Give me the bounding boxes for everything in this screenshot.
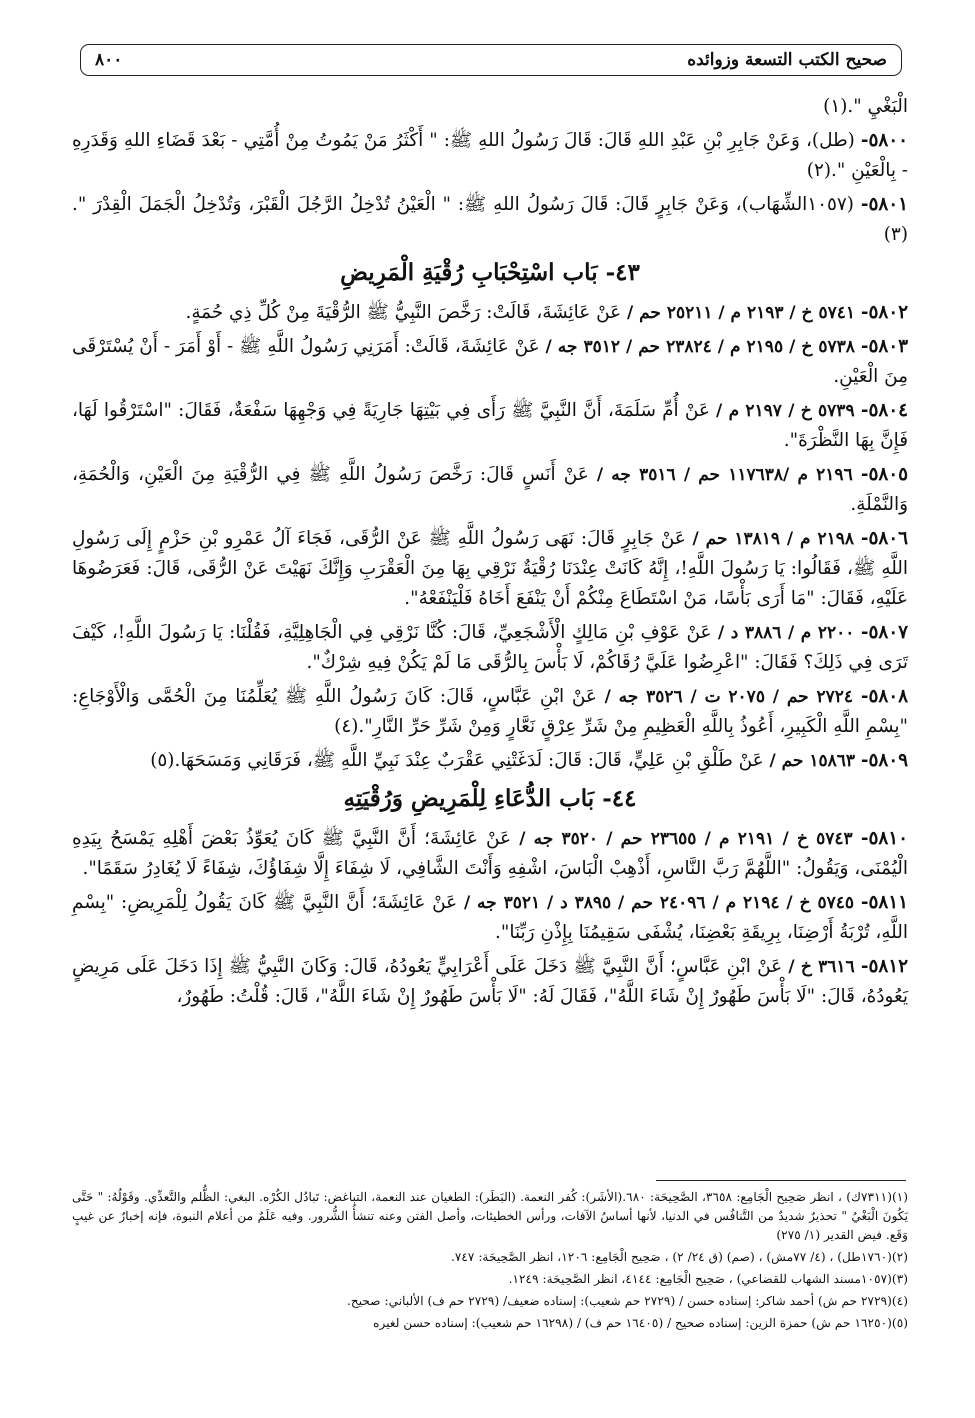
hadith-paragraph — [72, 746, 908, 776]
footnote-divider — [656, 1180, 906, 1181]
hadith-paragraph — [72, 332, 908, 392]
hadith-paragraph — [72, 460, 908, 520]
hadith-paragraph — [72, 298, 908, 328]
hadith-reference: ٣٦١٦ خ / — [788, 957, 855, 977]
hadith-number: ٥٨١٢- — [860, 956, 908, 977]
hadith-reference: ٥٧٤١ خ / ٢١٩٣ م / ٢٥٢١١ حم / — [626, 303, 855, 323]
hadith-text: عَنْ عَائِشَةَ؛ أَنَّ النَّبِيَّ ﷺ كَانَ يَقُولُ لِلْمَرِيضِ: "بِسْمِ اللَّهِ، تُرْبَةُ أَرْضِنَا، بِرِيقَةِ بَعْضِنَا، يُشْفَى سَقِيمُنَا بِإِذْنِ رَبِّنَا". — [72, 892, 908, 943]
hadith-paragraph — [72, 190, 908, 250]
hadith-text: الْبَغْيِ ".(١) — [823, 96, 908, 117]
hadith-paragraph — [72, 824, 908, 884]
page-header — [80, 44, 902, 76]
hadith-number: ٥٨٠٨- — [860, 686, 908, 707]
hadith-reference: ٥٧٤٥ خ / ٢١٩٤ م / ٢٤٠٩٦ حم / ٣٨٩٥ د / ٣٥٢١ جه / — [463, 893, 854, 913]
hadith-number: ٥٨٠٢- — [860, 302, 908, 323]
hadith-number: ٥٨٠٠- — [860, 130, 908, 151]
book-title: صحيح الكتب التسعة وزوائده — [687, 50, 887, 70]
chapter-heading: ٤٤- بَاب الدُّعَاءِ لِلْمَرِيضِ وَرُقْيَتِهِ — [343, 785, 637, 812]
hadith-paragraph — [72, 618, 908, 678]
hadith-text: عَنْ جَابِرٍ قَالَ: نَهَى رَسُولُ اللَّهِ ﷺ عَنْ الرُّقَى، فَجَاءَ آلُ عَمْرِو بْنِ حَزْمٍ إِلَى رَسُولِ اللَّهِ ﷺ، فَقَالُوا: يَا رَسُولَ اللَّهِ!، إِنَّهُ كَانَتْ عِنْدَنَا رُقْيَةٌ نَرْقِي بِهَا مِنَ الْعَقْرَبِ وَإِنَّكَ نَهَيْتَ عَنْ الرُّقَى، قَالَ: فَعَرَضُوهَا عَلَيْهِ، فَقَالَ: "مَا أَرَى بَأْسًا، مَنْ اسْتَطَاعَ مِنْكُمْ أَنْ يَنْفَعَ أَخَاهُ فَلْيَنْفَعْهُ". — [72, 528, 908, 609]
hadith-reference: ٢١٩٨ م / ١٣٨١٩ حم / — [692, 529, 854, 549]
hadith-text: عَنْ عَائِشَةَ، قَالَتْ: أَمَرَنِي رَسُولُ اللَّهِ ﷺ - أَوْ أَمَرَ - أَنْ يُسْتَرْقَى مِنَ الْعَيْنِ. — [72, 336, 908, 387]
hadith-text: عَنْ ابْنِ عَبَّاسٍ، قَالَ: كَانَ رَسُولُ اللَّهِ ﷺ يُعَلِّمُنَا مِنَ الْحُمَّى وَالْأَوْجَاعِ: "بِسْمِ اللَّهِ الْكَبِيرِ، أَعُوذُ بِاللَّهِ الْعَظِيمِ مِنْ شَرِّ عِرْقٍ نَعَّارٍ وَمِنْ شَرِّ حَرِّ النَّارِ".(٤) — [72, 686, 908, 737]
hadith-number: ٥٨٠٧- — [860, 622, 908, 643]
hadith-paragraph — [72, 952, 908, 1012]
hadith-number: ٥٨٠٤- — [860, 400, 908, 421]
footnotes — [72, 1188, 908, 1336]
footnote: (٢)(١٧٦٠طل) ، (٤/ ٧٧مش) ، (صم) (ق ٢٤/ ٢) ، صَحِيح الْجَامِع: ١٢٠٦، انظر الصَّحِيحَة: ٧٤٧. — [450, 1250, 908, 1264]
hadith-text: عَنْ عَائِشَةَ؛ أَنَّ النَّبِيَّ ﷺ كَانَ يُعَوِّذُ بَعْضَ أَهْلِهِ يَمْسَحُ بِيَدِهِ الْيُمْنَى، وَيَقُولُ: "اللَّهُمَّ رَبَّ النَّاسِ، أَذْهِبْ الْبَاسَ، اشْفِهِ وَأَنْتَ الشَّافِي، لَا شِفَاءَ إِلَّا شِفَاؤُكَ، شِفَاءً لَا يُغَادِرُ سَقَمًا". — [72, 828, 908, 879]
main-content — [72, 92, 908, 1016]
hadith-reference: ٥٧٤٣ خ / ٢١٩١ م / ٢٣٦٥٥ حم / ٣٥٢٠ جه / — [519, 829, 853, 849]
footnote: (٤)(٢٧٢٩ حم ش) أحمد شاكر: إسناده حسن / (٢٧٢٩ حم شعيب): إسناده ضعيف/ (٢٧٢٩ حم ف) الألباني: صحيح. — [347, 1294, 908, 1308]
hadith-text: عَنْ عَوْفِ بْنِ مَالِكٍ الْأَشْجَعِيِّ، قَالَ: كُنَّا نَرْقِي فِي الْجَاهِلِيَّةِ، فَقُلْنَا: يَا رَسُولَ اللَّهِ!، كَيْفَ تَرَى فِي ذَلِكَ؟ فَقَالَ: "اعْرِضُوا عَلَيَّ رُقَاكُمْ، لَا بَأْسَ بِالرُّقَى مَا لَمْ يَكُنْ فِيهِ شِرْكٌ". — [72, 622, 908, 673]
hadith-text: عَنْ أَنَسٍ قَالَ: رَخَّصَ رَسُولُ اللَّهِ ﷺ فِي الرُّقْيَةِ مِنَ الْعَيْنِ، وَالْحُمَةِ، وَالنَّمْلَةِ. — [72, 464, 908, 515]
hadith-reference: ٢١٩٦ م /١١٧٦٣٨ حم / ٣٥١٦ جه / — [596, 465, 853, 485]
hadith-number: ٥٨٠٥- — [860, 464, 908, 485]
hadith-paragraph — [72, 126, 908, 186]
hadith-paragraph — [72, 888, 908, 948]
hadith-reference: ٢٧٢٤ حم / ٢٠٧٥ ت / ٣٥٢٦ جه / — [604, 687, 854, 707]
footnote: (٥)(١٦٢٥٠ حم ش) حمزة الزين: إسناده صحيح / (١٦٤٠٥ حم ف) / (١٦٢٩٨ حم شعيب): إسناده حسن لغيره — [373, 1316, 908, 1330]
hadith-text: عَنْ طَلْقِ بْنِ عَلِيٍّ، قَالَ: قَالَ: لَدَغَتْنِي عَقْرَبٌ عِنْدَ نَبِيِّ اللَّهِ ﷺ، فَرَقَانِي وَمَسَحَهَا.(٥) — [150, 750, 764, 771]
hadith-number: ٥٨١١- — [860, 892, 908, 913]
hadith-paragraph — [72, 396, 908, 456]
hadith-text: عَنْ عَائِشَةَ، قَالَتْ: رَخَّصَ النَّبِيُّ ﷺ الرُّقْيَةَ مِنْ كُلِّ ذِي حُمَةٍ. — [185, 302, 622, 323]
page-number: ٨٠٠ — [95, 50, 123, 70]
hadith-number: ٥٨٠٩- — [860, 750, 908, 771]
hadith-paragraph — [72, 682, 908, 742]
hadith-text: عَنْ أُمِّ سَلَمَةَ، أَنَّ النَّبِيَّ ﷺ رَأَى فِي بَيْتِهَا جَارِيَةً فِي وَجْهِهَا سَفْعَةٌ، فَقَالَ: "اسْتَرْقُوا لَهَا، فَإِنَّ بِهَا النَّظْرَةَ". — [72, 400, 908, 451]
hadith-text: وَعَنْ جَابِرِ بْنِ عَبْدِ اللهِ قَالَ: قَالَ رَسُولُ اللهِ ﷺ: " أَكْثَرُ مَنْ يَمُوتُ مِنْ أُمَّتِي - بَعْدَ قَضَاءِ اللهِ وَقَدَرِهِ - بِالْعَيْنِ ".(٢) — [72, 130, 908, 181]
hadith-paragraph — [72, 524, 908, 614]
chapter-heading: ٤٣- بَاب اسْتِحْبَابِ رُقْيَةِ الْمَرِيضِ — [340, 259, 640, 286]
hadith-reference: (طل)، — [805, 130, 855, 151]
hadith-number: ٥٨٠٣- — [860, 336, 908, 357]
hadith-text: وَعَنْ جَابِرٍ قَالَ: قَالَ رَسُولُ اللهِ ﷺ: " الْعَيْنُ تُدْخِلُ الرَّجُلَ الْقَبْرَ، وَتُدْخِلُ الْجَمَلَ الْقِدْرَ ".(٣) — [72, 194, 908, 245]
hadith-paragraph — [72, 92, 908, 122]
footnote: (١)(٧٣١١ك) ، انظر صَحِيح الْجَامِع: ٣٦٥٨، الصَّحِيحَة: ٦٨٠.(الأشَر): كُفر النعمة. (البَطَر): الطغيان عند النعمة، التباغض: تَبادُل الكُرْه. البغي: الظُّلم والتَّعدِّي. وقَوْلُهُ: " حَتَّى يَكُونَ الْبَغْيُ " تحذيرٌ شديدٌ من التَّنافُس في الدنيا، لأنها أساسُ الآفات، ورأس الخطيئات، وأصل الفتن وعنه تنشأُ الشُّرور. وفيه عَلَمٌ من أعلام النبوة، فإنه إخبارٌ عن غيبٍ وَقَع. فيض القدير (١/ ٢٧٥) — [72, 1190, 909, 1242]
hadith-reference: ٥٧٣٩ خ / ٢١٩٧ م / — [716, 401, 855, 421]
hadith-number: ٥٨١٠- — [860, 828, 908, 849]
hadith-number: ٥٨٠٦- — [860, 528, 908, 549]
hadith-reference: (١٠٥٧الشِّهَاب)، — [735, 194, 854, 215]
hadith-text: عَنْ ابْنِ عَبَّاسٍ؛ أَنَّ النَّبِيَّ ﷺ دَخَلَ عَلَى أَعْرَابِيٍّ يَعُودُهُ، قَالَ: وَكَانَ النَّبِيُّ ﷺ إِذَا دَخَلَ عَلَى مَرِيضٍ يَعُودُهُ، قَالَ: "لَا بَأْسَ طَهُورٌ إِنْ شَاءَ اللَّهُ"، فَقَالَ لَهُ: "لَا بَأْسَ طَهُورٌ إِنْ شَاءَ اللَّهُ"، قَالَ: قُلْتُ: طَهُورٌ، — [72, 956, 908, 1007]
hadith-reference: ٢٢٠٠ م / ٣٨٨٦ د / — [717, 623, 855, 643]
footnote: (٣)(١٠٥٧مسند الشهاب للقضاعي) ، صَحِيح الْجَامِع: ٤١٤٤، انظر الصَّحِيحَة: ١٢٤٩. — [508, 1272, 908, 1286]
hadith-number: ٥٨٠١- — [860, 194, 908, 215]
hadith-reference: ١٥٨٦٣ حم / — [769, 751, 855, 771]
hadith-reference: ٥٧٣٨ خ / ٢١٩٥ م / ٢٣٨٢٤ حم / ٣٥١٢ جه / — [545, 337, 855, 357]
